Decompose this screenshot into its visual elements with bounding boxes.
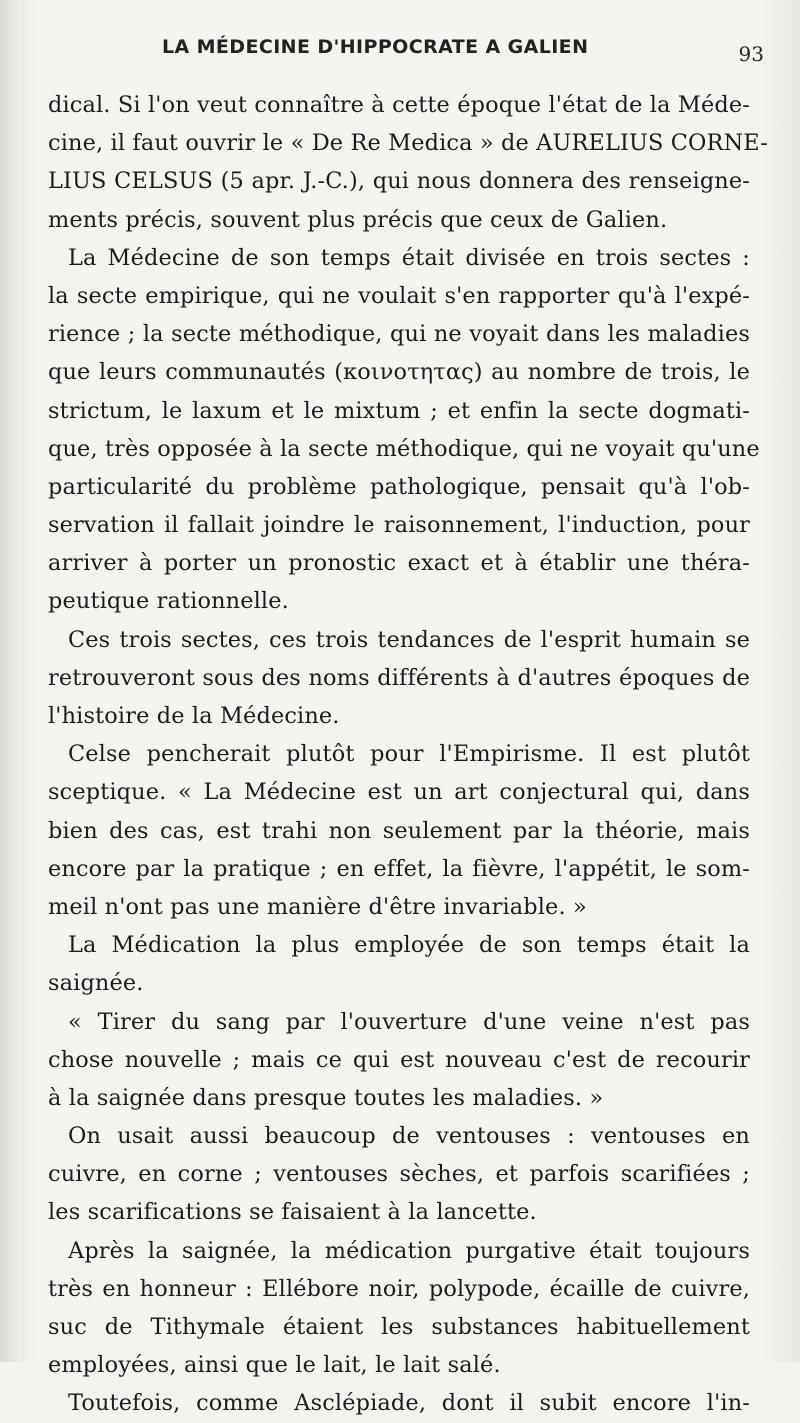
- text-line: l'histoire de la Médecine.: [48, 703, 340, 729]
- text-line: dical. Si l'on veut connaître à cette époque l'état de la Méde-: [48, 92, 750, 118]
- text-line: La Médication la plus employée de son temps était la: [68, 932, 750, 959]
- text-line: strictum, le laxum et le mixtum ; et enfin la secte dogmati-: [48, 397, 750, 424]
- text-line: que leurs communautés (κοινοτητας) au nombre de trois, le: [48, 359, 750, 386]
- body-text: [48, 86, 768, 1423]
- text-line: les scarifications se faisaient à la lancette.: [48, 1199, 537, 1226]
- text-line: Celse pencherait plutôt pour l'Empirisme. Il est plutôt: [68, 741, 750, 768]
- text-line: cine, il faut ouvrir le « De Re Medica » de AURELIUS CORNE-: [48, 130, 768, 157]
- text-line: retrouveront sous des noms différents à d'autres époques de: [48, 664, 750, 691]
- text-line: On usait aussi beaucoup de ventouses : ventouses en: [68, 1123, 750, 1150]
- text-line: LIUS CELSUS (5 apr. J.-C.), qui nous donnera des renseigne-: [48, 168, 750, 195]
- text-line: La Médecine de son temps était divisée en trois sectes :: [68, 244, 750, 271]
- text-line: Ces trois sectes, ces trois tendances de l'esprit humain se: [68, 626, 750, 653]
- text-line: peutique rationnelle.: [48, 588, 289, 615]
- text-line: Après la saignée, la médication purgative était toujours: [68, 1237, 750, 1264]
- text-line: suc de Tithymale étaient les substances habituellement: [48, 1314, 750, 1340]
- text-line: très en honneur : Ellébore noir, polypode, écaille de cuivre,: [48, 1275, 750, 1302]
- page-header: [160, 36, 770, 66]
- text-line: la secte empirique, qui ne voulait s'en rapporter qu'à l'expé-: [48, 282, 750, 309]
- text-line: particularité du problème pathologique, pensait qu'à l'ob-: [48, 473, 750, 500]
- text-line: saignée.: [48, 970, 144, 997]
- running-title: LA MÉDECINE D'HIPPOCRATE A GALIEN: [162, 36, 589, 58]
- text-line: servation il fallait joindre le raisonnement, l'induction, pour: [48, 512, 750, 539]
- text-line: Toutefois, comme Asclépiade, dont il subit encore l'in-: [68, 1390, 750, 1417]
- page-number: 93: [738, 42, 764, 66]
- text-line: employées, ainsi que le lait, le lait salé.: [48, 1352, 501, 1379]
- text-line: à la saignée dans presque toutes les maladies. »: [48, 1084, 604, 1111]
- text-line: « Tirer du sang par l'ouverture d'une veine n'est pas: [68, 1008, 750, 1035]
- text-line: bien des cas, est trahi non seulement par la théorie, mais: [48, 817, 750, 844]
- text-line: sceptique. « La Médecine est un art conjectural qui, dans: [48, 779, 750, 806]
- text-line: que, très opposée à la secte méthodique, qui ne voyait qu'une: [48, 435, 760, 462]
- text-line: encore par la pratique ; en effet, la fièvre, l'appétit, le som-: [48, 855, 750, 882]
- text-line: chose nouvelle ; mais ce qui est nouveau c'est de recourir: [48, 1046, 750, 1073]
- text-line: arriver à porter un pronostic exact et à établir une théra-: [48, 550, 750, 577]
- text-line: ments précis, souvent plus précis que ceux de Galien.: [48, 206, 668, 233]
- text-line: cuivre, en corne ; ventouses sèches, et parfois scarifiées ;: [48, 1161, 750, 1188]
- text-line: meil n'ont pas une manière d'être invariable. »: [48, 893, 587, 920]
- text-line: rience ; la secte méthodique, qui ne voyait dans les maladies: [48, 321, 750, 348]
